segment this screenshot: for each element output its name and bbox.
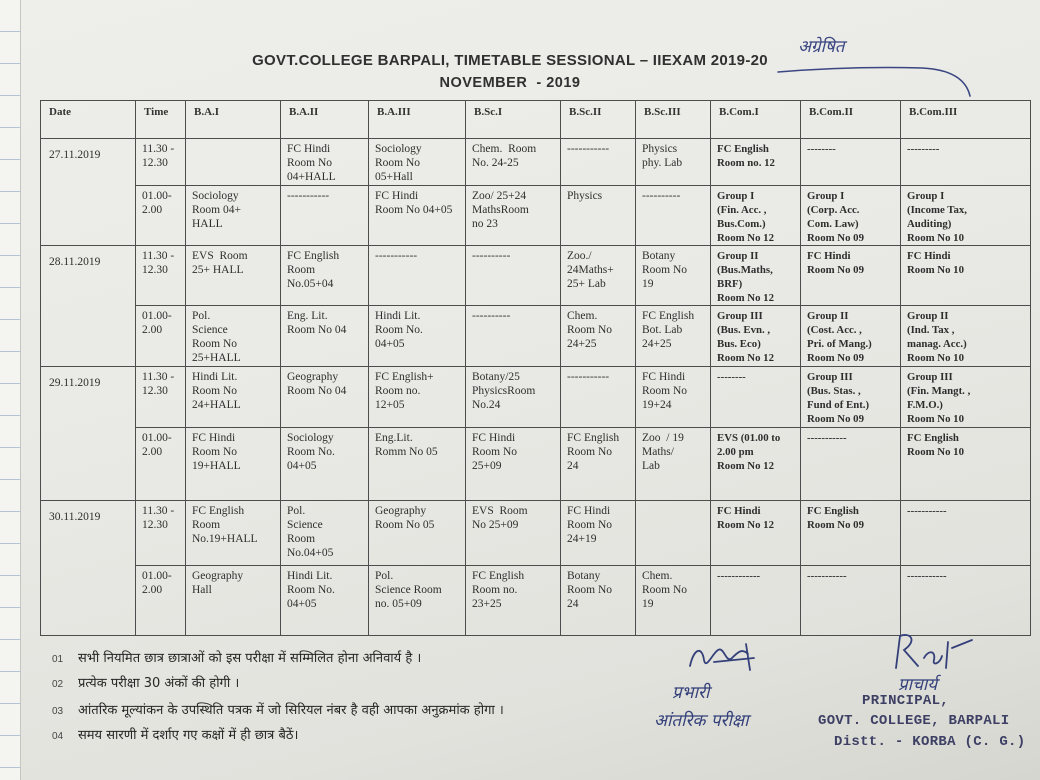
bsc2-cell: FC English Room No 24: [561, 428, 636, 501]
column-header-bcom2: B.Com.II: [801, 101, 901, 139]
table-row: [41, 566, 1031, 636]
ba2-cell: Hindi Lit. Room No. 04+05: [281, 566, 369, 636]
bsc1-cell: FC English Room no. 23+25: [466, 566, 561, 636]
column-header-ba3: B.A.III: [369, 101, 466, 139]
note-item: [52, 673, 652, 692]
ba1-cell: Pol. Science Room No 25+HALL: [186, 306, 281, 367]
note-text: समय सारणी में दर्शाए गए कक्षों में ही छात्र बैठें।: [78, 728, 299, 743]
column-header-bsc2: B.Sc.II: [561, 101, 636, 139]
note-number: 01: [52, 654, 64, 665]
bcom2-cell: Group III (Bus. Stas. , Fund of Ent.) Room No 09: [801, 367, 901, 428]
ba1-cell: FC Hindi Room No 19+HALL: [186, 428, 281, 501]
ba3-cell: Hindi Lit. Room No. 04+05: [369, 306, 466, 367]
bcom3-cell: FC English Room No 10: [901, 428, 1031, 501]
column-header-bsc3: B.Sc.III: [636, 101, 711, 139]
bsc1-cell: Zoo/ 25+24 MathsRoom no 23: [466, 186, 561, 246]
ba3-cell: Eng.Lit. Romm No 05: [369, 428, 466, 501]
incharge-signature: [684, 640, 764, 682]
table-row: [41, 186, 1031, 246]
stamp-line: GOVT. COLLEGE, BARPALI: [818, 713, 1010, 729]
notebook-page-edge: [0, 0, 21, 780]
bcom1-cell: Group III (Bus. Evn. , Bus. Eco) Room No 12: [711, 306, 801, 367]
bcom2-cell: Group I (Corp. Acc. Com. Law) Room No 09: [801, 186, 901, 246]
date-cell: 30.11.2019: [41, 501, 136, 636]
timetable: [40, 100, 1031, 636]
ba3-cell: Geography Room No 05: [369, 501, 466, 566]
bsc1-cell: Botany/25 PhysicsRoom No.24: [466, 367, 561, 428]
time-cell: 01.00- 2.00: [136, 186, 186, 246]
bsc1-cell: Chem. Room No. 24-25: [466, 139, 561, 186]
note-text: सभी नियमित छात्र छात्राओं को इस परीक्षा में सम्मिलित होना अनिवार्य है ।: [78, 651, 422, 666]
bsc2-cell: -----------: [561, 367, 636, 428]
bsc2-cell: Zoo./ 24Maths+ 25+ Lab: [561, 246, 636, 306]
column-header-date: Date: [41, 101, 136, 139]
bsc1-cell: EVS Room No 25+09: [466, 501, 561, 566]
ba3-cell: Pol. Science Room no. 05+09: [369, 566, 466, 636]
ba1-cell: Geography Hall: [186, 566, 281, 636]
time-cell: 11.30 - 12.30: [136, 246, 186, 306]
bsc3-cell: Botany Room No 19: [636, 246, 711, 306]
ba3-cell: -----------: [369, 246, 466, 306]
stamp-line: PRINCIPAL,: [862, 693, 950, 709]
page-title: GOVT.COLLEGE BARPALI, TIMETABLE SESSIONAL – IIEXAM 2019-20: [252, 52, 768, 69]
ba2-cell: FC English Room No.05+04: [281, 246, 369, 306]
table-row: [41, 139, 1031, 186]
bcom1-cell: Group II (Bus.Maths, BRF) Room No 12: [711, 246, 801, 306]
time-cell: 01.00- 2.00: [136, 428, 186, 501]
bsc3-cell: [636, 501, 711, 566]
ba1-cell: Hindi Lit. Room No 24+HALL: [186, 367, 281, 428]
handwritten-note: अग्रेषित: [798, 37, 845, 57]
bsc2-cell: Botany Room No 24: [561, 566, 636, 636]
time-cell: 11.30 - 12.30: [136, 367, 186, 428]
bcom3-cell: -----------: [901, 501, 1031, 566]
ba1-cell: [186, 139, 281, 186]
ba2-cell: Pol. Science Room No.04+05: [281, 501, 369, 566]
column-header-time: Time: [136, 101, 186, 139]
column-header-bcom3: B.Com.III: [901, 101, 1031, 139]
note-item: [52, 700, 652, 719]
bcom3-cell: FC Hindi Room No 10: [901, 246, 1031, 306]
date-cell: 29.11.2019: [41, 367, 136, 501]
bsc3-cell: Chem. Room No 19: [636, 566, 711, 636]
ba2-cell: -----------: [281, 186, 369, 246]
table-row: [41, 367, 1031, 428]
page-subtitle: NOVEMBER - 2019: [439, 75, 581, 91]
column-header-bsc1: B.Sc.I: [466, 101, 561, 139]
bcom2-cell: -----------: [801, 566, 901, 636]
bcom1-cell: Group I (Fin. Acc. , Bus.Com.) Room No 12: [711, 186, 801, 246]
ba1-cell: EVS Room 25+ HALL: [186, 246, 281, 306]
bcom3-cell: -----------: [901, 566, 1031, 636]
principal-signature: [888, 628, 978, 674]
bcom1-cell: FC Hindi Room No 12: [711, 501, 801, 566]
bsc2-cell: Physics: [561, 186, 636, 246]
bsc3-cell: ----------: [636, 186, 711, 246]
bcom3-cell: Group II (Ind. Tax , manag. Acc.) Room No 10: [901, 306, 1031, 367]
column-header-ba2: B.A.II: [281, 101, 369, 139]
bsc3-cell: FC English Bot. Lab 24+25: [636, 306, 711, 367]
table-row: [41, 428, 1031, 501]
ba3-cell: FC Hindi Room No 04+05: [369, 186, 466, 246]
bsc3-cell: Zoo / 19 Maths/ Lab: [636, 428, 711, 501]
bcom3-cell: Group III (Fin. Mangt. , F.M.O.) Room No 10: [901, 367, 1031, 428]
bsc3-cell: FC Hindi Room No 19+24: [636, 367, 711, 428]
note-number: 04: [52, 731, 64, 742]
note-number: 03: [52, 706, 64, 717]
date-cell: 27.11.2019: [41, 139, 136, 246]
bcom1-cell: --------: [711, 367, 801, 428]
ba1-cell: FC English Room No.19+HALL: [186, 501, 281, 566]
bsc1-cell: ----------: [466, 246, 561, 306]
bsc1-cell: ----------: [466, 306, 561, 367]
bcom3-cell: Group I (Income Tax, Auditing) Room No 10: [901, 186, 1031, 246]
table-row: [41, 501, 1031, 566]
bsc2-cell: FC Hindi Room No 24+19: [561, 501, 636, 566]
stamp-line: Distt. - KORBA (C. G.): [834, 734, 1026, 750]
bcom2-cell: -----------: [801, 428, 901, 501]
table-row: [41, 246, 1031, 306]
note-text: प्रत्येक परीक्षा 30 अंकों की होगी ।: [78, 676, 240, 691]
ba2-cell: Geography Room No 04: [281, 367, 369, 428]
time-cell: 01.00- 2.00: [136, 306, 186, 367]
bcom2-cell: FC English Room No 09: [801, 501, 901, 566]
bcom1-cell: EVS (01.00 to 2.00 pm Room No 12: [711, 428, 801, 501]
column-header-ba1: B.A.I: [186, 101, 281, 139]
note-item: [52, 725, 652, 744]
bsc2-cell: -----------: [561, 139, 636, 186]
principal-title: प्राचार्य: [898, 675, 938, 695]
bcom2-cell: --------: [801, 139, 901, 186]
note-number: 02: [52, 679, 64, 690]
bsc1-cell: FC Hindi Room No 25+09: [466, 428, 561, 501]
bcom3-cell: ---------: [901, 139, 1031, 186]
incharge-title: प्रभारी: [672, 683, 710, 703]
time-cell: 01.00- 2.00: [136, 566, 186, 636]
bcom2-cell: Group II (Cost. Acc. , Pri. of Mang.) Room No 09: [801, 306, 901, 367]
table-row: [41, 306, 1031, 367]
ba2-cell: Eng. Lit. Room No 04: [281, 306, 369, 367]
bcom2-cell: FC Hindi Room No 09: [801, 246, 901, 306]
header-row: [41, 101, 1031, 139]
bcom1-cell: FC English Room no. 12: [711, 139, 801, 186]
ba2-cell: Sociology Room No. 04+05: [281, 428, 369, 501]
note-item: [52, 648, 652, 667]
time-cell: 11.30 - 12.30: [136, 139, 186, 186]
ba3-cell: FC English+ Room no. 12+05: [369, 367, 466, 428]
note-text: आंतरिक मूल्यांकन के उपस्थिति पत्रक में जो सिरियल नंबर है वही आपका अनुक्रमांक होगा ।: [78, 703, 504, 718]
ba2-cell: FC Hindi Room No 04+HALL: [281, 139, 369, 186]
bcom1-cell: ------------: [711, 566, 801, 636]
column-header-bcom1: B.Com.I: [711, 101, 801, 139]
ba1-cell: Sociology Room 04+ HALL: [186, 186, 281, 246]
date-cell: 28.11.2019: [41, 246, 136, 367]
handwritten-arc: [772, 62, 977, 102]
incharge-designation: आंतरिक परीक्षा: [654, 711, 749, 731]
bsc3-cell: Physics phy. Lab: [636, 139, 711, 186]
time-cell: 11.30 - 12.30: [136, 501, 186, 566]
bsc2-cell: Chem. Room No 24+25: [561, 306, 636, 367]
ba3-cell: Sociology Room No 05+Hall: [369, 139, 466, 186]
